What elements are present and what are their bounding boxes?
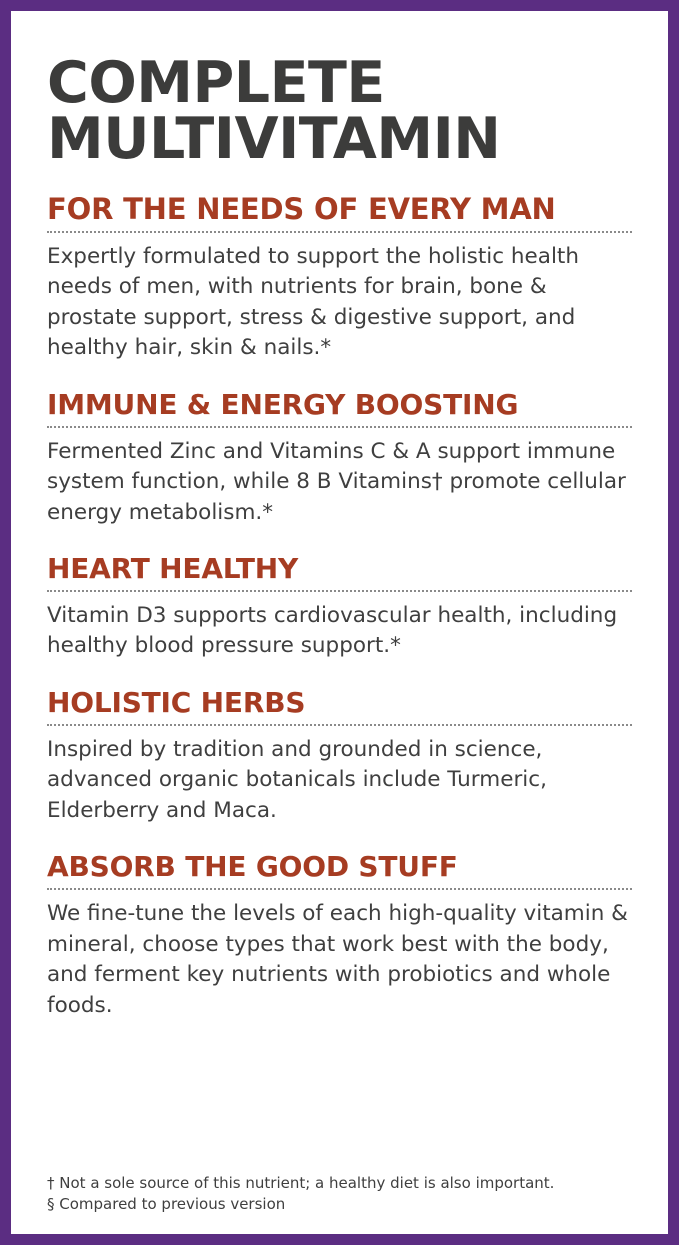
benefit-section-holistic-herbs <box>47 685 632 826</box>
section-heading: HEART HEALTHY <box>47 552 299 586</box>
section-body: Vitamin D3 supports cardiovascular health, including healthy blood pressure support.* <box>47 602 618 659</box>
section-divider <box>47 590 632 592</box>
benefit-section-immune-energy <box>47 387 632 528</box>
footnote-dagger: † Not a sole source of this nutrient; a healthy diet is also important. <box>47 1173 555 1192</box>
page-title <box>47 50 632 173</box>
benefit-section-every-man <box>47 191 632 364</box>
section-heading: ABSORB THE GOOD STUFF <box>47 850 458 884</box>
title-line-2: MULTIVITAMIN <box>47 106 501 173</box>
section-divider <box>47 888 632 890</box>
section-divider <box>47 426 632 428</box>
section-heading: HOLISTIC HERBS <box>47 685 306 719</box>
footnotes <box>47 1157 632 1217</box>
section-body: Fermented Zinc and Vitamins C & A support immune system function, while 8 B Vitamins† promote cellular energy metabolism.* <box>47 438 626 525</box>
footnote-section-sign: § Compared to previous version <box>47 1195 286 1214</box>
benefit-section-heart-healthy <box>47 554 632 662</box>
section-heading: FOR THE NEEDS OF EVERY MAN <box>47 191 556 226</box>
section-heading: IMMUNE & ENERGY BOOSTING <box>47 387 519 421</box>
section-body: We fine-tune the levels of each high-quality vitamin & mineral, choose types that work best with the body, and ferment key nutrients with probiotics and whole foods. <box>47 901 628 1018</box>
section-body: Inspired by tradition and grounded in science, advanced organic botanicals include Turmeric, Elderberry and Maca. <box>47 736 547 823</box>
section-divider <box>47 231 632 233</box>
section-body: Expertly formulated to support the holistic health needs of men, with nutrients for brain, bone & prostate support, stress & digestive support, and healthy hair, skin & nails.* <box>47 243 579 361</box>
section-divider <box>47 724 632 726</box>
benefit-section-absorption <box>47 852 632 1021</box>
title-line-1: COMPLETE <box>47 50 385 116</box>
